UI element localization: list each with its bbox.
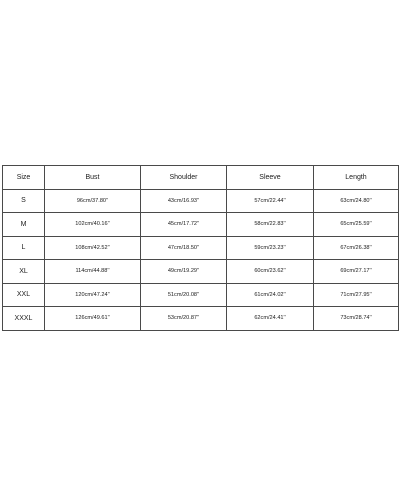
sleeve-cell: 59cm/23.23'' (227, 236, 314, 260)
size-cell: L (3, 236, 45, 260)
sleeve-cell: 57cm/22.44'' (227, 189, 314, 213)
table-row (3, 283, 399, 307)
header-bust: Bust (45, 166, 141, 190)
size-cell: S (3, 189, 45, 213)
length-cell: 71cm/27.95'' (314, 283, 399, 307)
shoulder-cell: 47cm/18.50'' (141, 236, 227, 260)
shoulder-cell: 45cm/17.72'' (141, 213, 227, 237)
shoulder-cell: 49cm/19.29'' (141, 260, 227, 284)
length-cell: 67cm/26.38'' (314, 236, 399, 260)
bust-cell: 96cm/37.80'' (45, 189, 141, 213)
header-sleeve: Sleeve (227, 166, 314, 190)
table-row (3, 189, 399, 213)
table-row (3, 236, 399, 260)
length-cell: 63cm/24.80'' (314, 189, 399, 213)
bust-cell: 102cm/40.16'' (45, 213, 141, 237)
header-row (3, 166, 399, 190)
length-cell: 73cm/28.74'' (314, 307, 399, 331)
header-length: Length (314, 166, 399, 190)
table-row (3, 213, 399, 237)
size-chart-table (2, 165, 399, 331)
size-cell: XL (3, 260, 45, 284)
sleeve-cell: 61cm/24.02'' (227, 283, 314, 307)
bust-cell: 126cm/49.61'' (45, 307, 141, 331)
size-cell: XXL (3, 283, 45, 307)
header-shoulder: Shoulder (141, 166, 227, 190)
bust-cell: 114cm/44.88'' (45, 260, 141, 284)
table-row (3, 307, 399, 331)
sleeve-cell: 62cm/24.41'' (227, 307, 314, 331)
size-cell: XXXL (3, 307, 45, 331)
sleeve-cell: 58cm/22.83'' (227, 213, 314, 237)
bust-cell: 120cm/47.24'' (45, 283, 141, 307)
shoulder-cell: 43cm/16.93'' (141, 189, 227, 213)
size-cell: M (3, 213, 45, 237)
length-cell: 69cm/27.17'' (314, 260, 399, 284)
sleeve-cell: 60cm/23.62'' (227, 260, 314, 284)
table-row (3, 260, 399, 284)
length-cell: 65cm/25.59'' (314, 213, 399, 237)
shoulder-cell: 53cm/20.87'' (141, 307, 227, 331)
bust-cell: 108cm/42.52'' (45, 236, 141, 260)
header-size: Size (3, 166, 45, 190)
shoulder-cell: 51cm/20.08'' (141, 283, 227, 307)
